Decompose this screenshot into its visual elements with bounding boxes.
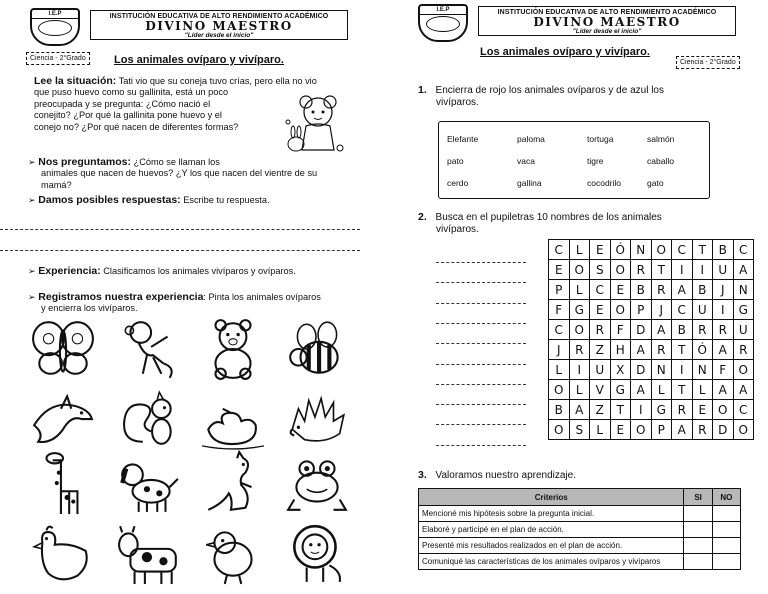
teddy-bear-icon[interactable] bbox=[200, 316, 266, 382]
word-search-row bbox=[549, 380, 754, 400]
questions-line: mamá? bbox=[41, 179, 72, 190]
animal-word[interactable]: caballo bbox=[647, 156, 674, 166]
word-search-cell[interactable]: C bbox=[549, 320, 570, 340]
word-search-cell[interactable]: E bbox=[610, 280, 631, 300]
word-search-grid bbox=[548, 239, 754, 440]
word-search-row bbox=[549, 420, 754, 440]
word-search-cell[interactable]: A bbox=[631, 340, 652, 360]
word-search-row bbox=[549, 280, 754, 300]
word-search-row bbox=[549, 400, 754, 420]
word-search-cell[interactable]: D bbox=[713, 420, 734, 440]
school-name: DIVINO MAESTRO bbox=[533, 15, 681, 29]
word-search-cell[interactable]: I bbox=[713, 300, 734, 320]
answer-blank[interactable] bbox=[436, 364, 526, 365]
right-worksheet-page bbox=[398, 0, 768, 594]
criteria-row bbox=[419, 522, 741, 538]
animal-word[interactable]: Elefante bbox=[447, 134, 479, 144]
word-search-cell[interactable]: A bbox=[713, 380, 734, 400]
school-line: INSTITUCIÓN EDUCATIVA DE ALTO RENDIMIENTO ACADÉMICO bbox=[109, 13, 329, 20]
word-search-cell[interactable]: R bbox=[692, 320, 713, 340]
word-search-cell[interactable]: O bbox=[549, 420, 570, 440]
word-search-cell[interactable]: N bbox=[692, 360, 713, 380]
questions-line: ¿Cómo se llaman los bbox=[133, 157, 220, 167]
word-search-cell[interactable]: B bbox=[692, 280, 713, 300]
question-number: 2. bbox=[418, 211, 427, 223]
question-2 bbox=[418, 211, 763, 236]
answer-blank[interactable] bbox=[436, 323, 526, 324]
word-search-cell[interactable]: J bbox=[713, 280, 734, 300]
register-text: : Pinta los animales ovíparos bbox=[203, 292, 321, 302]
answer-blank[interactable] bbox=[436, 262, 526, 263]
word-search-cell[interactable]: S bbox=[569, 420, 590, 440]
word-search-cell[interactable]: B bbox=[713, 240, 734, 260]
word-search-cell[interactable]: A bbox=[631, 380, 652, 400]
word-search-row bbox=[549, 300, 754, 320]
animal-word[interactable]: vaca bbox=[517, 156, 535, 166]
word-search-cell[interactable]: C bbox=[733, 240, 754, 260]
hen-icon[interactable] bbox=[30, 520, 96, 586]
word-search-cell[interactable]: C bbox=[733, 400, 754, 420]
word-search-cell[interactable]: R bbox=[733, 340, 754, 360]
word-search-cell[interactable]: A bbox=[672, 280, 693, 300]
word-search-cell[interactable]: C bbox=[672, 240, 693, 260]
criteria-text: Mencioné mis hipótesis sobre la pregunta inicial. bbox=[419, 506, 684, 522]
word-search-cell[interactable]: F bbox=[713, 360, 734, 380]
word-search-row bbox=[549, 340, 754, 360]
answer-blank[interactable] bbox=[436, 282, 526, 283]
animal-word[interactable]: cocodrilo bbox=[587, 178, 622, 188]
experience-label: Experiencia: bbox=[38, 265, 101, 277]
word-search-cell[interactable]: L bbox=[569, 280, 590, 300]
word-search-cell[interactable]: R bbox=[651, 280, 672, 300]
word-search-cell[interactable]: G bbox=[610, 380, 631, 400]
answers-label: Damos posibles respuestas: bbox=[38, 194, 181, 206]
criteria-row bbox=[419, 506, 741, 522]
school-motto: "Líder desde el inicio" bbox=[572, 28, 642, 35]
word-search-cell[interactable]: U bbox=[692, 300, 713, 320]
question-text: vivíparos. bbox=[436, 97, 479, 108]
situation-line: conejito? ¿Por qué la gallinita pone huevo y el bbox=[34, 110, 222, 121]
animal-word[interactable]: salmón bbox=[647, 134, 675, 144]
word-search-cell[interactable]: E bbox=[549, 260, 570, 280]
situation-label: Lee la situación: bbox=[34, 75, 117, 87]
word-search-row bbox=[549, 260, 754, 280]
word-search-cell[interactable]: U bbox=[733, 320, 754, 340]
animal-word[interactable]: gallina bbox=[517, 178, 542, 188]
criteria-row bbox=[419, 538, 741, 554]
criteria-table bbox=[418, 488, 741, 570]
yes-checkbox[interactable] bbox=[684, 554, 712, 570]
answer-blank[interactable] bbox=[436, 343, 526, 344]
word-search-cell[interactable]: T bbox=[672, 340, 693, 360]
girl-with-rabbit-icon bbox=[284, 92, 346, 158]
situation-line: que puso huevo como su gallinita, está un poco bbox=[34, 87, 229, 98]
word-search-cell[interactable]: O bbox=[733, 420, 754, 440]
word-search-cell[interactable]: E bbox=[610, 420, 631, 440]
word-search-row bbox=[549, 360, 754, 380]
word-search-cell[interactable]: U bbox=[590, 360, 611, 380]
register-text: y encierra los vivíparos. bbox=[41, 303, 138, 314]
word-search-cell[interactable]: L bbox=[549, 360, 570, 380]
word-search-cell[interactable]: Z bbox=[590, 400, 611, 420]
criteria-text: Comuniqué las características de los animales ovíparos y vivíparos bbox=[419, 554, 684, 570]
school-line: INSTITUCIÓN EDUCATIVA DE ALTO RENDIMIENTO ACADÉMICO bbox=[497, 9, 717, 16]
word-search-cell[interactable]: B bbox=[672, 320, 693, 340]
word-search-cell[interactable]: H bbox=[610, 340, 631, 360]
bee-icon[interactable] bbox=[284, 316, 350, 382]
question-number: 3. bbox=[418, 469, 427, 481]
questions-label: Nos preguntamos: bbox=[38, 156, 132, 168]
word-search-cell[interactable]: T bbox=[610, 400, 631, 420]
word-search-cell[interactable]: G bbox=[651, 400, 672, 420]
no-checkbox[interactable] bbox=[712, 506, 740, 522]
school-motto: "Líder desde el inicio" bbox=[184, 32, 254, 39]
word-search-cell[interactable]: L bbox=[651, 380, 672, 400]
chick-icon[interactable] bbox=[200, 520, 266, 586]
word-search-cell[interactable]: R bbox=[713, 320, 734, 340]
word-search-cell[interactable]: J bbox=[651, 300, 672, 320]
situation-line: preocupada y se pregunta: ¿Cómo nació el bbox=[34, 98, 211, 109]
page-title: Los animales ovíparo y vivíparo. bbox=[114, 54, 284, 66]
word-search-cell[interactable]: E bbox=[692, 400, 713, 420]
word-search-cell[interactable]: A bbox=[672, 420, 693, 440]
answer-blank[interactable] bbox=[436, 424, 526, 425]
word-search-cell[interactable]: O bbox=[713, 400, 734, 420]
no-checkbox[interactable] bbox=[712, 522, 740, 538]
criteria-header-row bbox=[419, 489, 741, 506]
dolphin-icon[interactable] bbox=[30, 384, 96, 450]
answer-blank[interactable] bbox=[436, 384, 526, 385]
butterfly-icon[interactable] bbox=[30, 316, 96, 382]
word-search-cell[interactable]: U bbox=[713, 260, 734, 280]
no-checkbox[interactable] bbox=[712, 538, 740, 554]
frog-icon[interactable] bbox=[284, 450, 350, 516]
animal-word[interactable]: tigre bbox=[587, 156, 604, 166]
cow-icon[interactable] bbox=[116, 520, 182, 586]
word-search-cell[interactable]: R bbox=[569, 340, 590, 360]
lion-icon[interactable] bbox=[284, 520, 350, 586]
word-search-cell[interactable]: A bbox=[733, 380, 754, 400]
question-3 bbox=[418, 470, 576, 481]
register-block: ➢ Registramos nuestra experiencia: Pinta los animales ovíparos y encierra los vivíparos. bbox=[28, 291, 321, 314]
no-header: NO bbox=[712, 489, 740, 506]
word-search-row bbox=[549, 240, 754, 260]
question-text: Encierra de rojo los animales ovíparos y de azul los bbox=[435, 85, 664, 96]
word-search-cell[interactable]: O bbox=[651, 240, 672, 260]
answer-blank[interactable] bbox=[436, 303, 526, 304]
word-search-cell[interactable]: P bbox=[631, 300, 652, 320]
duck-icon[interactable] bbox=[200, 384, 266, 450]
register-label: Registramos nuestra experiencia bbox=[38, 291, 204, 303]
dog-icon[interactable] bbox=[116, 450, 182, 516]
animal-word[interactable]: gato bbox=[647, 178, 664, 188]
criteria-text: Elaboré y participé en el plan de acción. bbox=[419, 522, 684, 538]
animal-word[interactable]: pato bbox=[447, 156, 464, 166]
animal-words-box bbox=[438, 121, 710, 199]
word-search-cell[interactable]: D bbox=[631, 360, 652, 380]
no-checkbox[interactable] bbox=[712, 554, 740, 570]
word-search-cell[interactable]: B bbox=[631, 280, 652, 300]
answer-blank[interactable] bbox=[436, 404, 526, 405]
word-search-cell[interactable]: L bbox=[569, 380, 590, 400]
word-search-cell[interactable]: E bbox=[590, 240, 611, 260]
kangaroo-icon[interactable] bbox=[200, 450, 266, 516]
word-search-cell[interactable]: A bbox=[733, 260, 754, 280]
situation-line: Tati vio que su coneja tuvo crías, pero ella no vio bbox=[118, 76, 317, 86]
question-text: vivíparos. bbox=[436, 224, 479, 235]
question-text: Valoramos nuestro aprendizaje. bbox=[435, 470, 576, 481]
giraffe-icon[interactable] bbox=[30, 450, 96, 516]
hedgehog-icon[interactable] bbox=[284, 384, 350, 450]
yes-checkbox[interactable] bbox=[684, 506, 712, 522]
answer-line[interactable] bbox=[0, 250, 360, 251]
yes-checkbox[interactable] bbox=[684, 538, 712, 554]
word-search-cell[interactable]: Ó bbox=[692, 340, 713, 360]
word-search-cell[interactable]: C bbox=[549, 240, 570, 260]
criteria-row bbox=[419, 554, 741, 570]
question-number: 1. bbox=[418, 84, 427, 96]
question-1 bbox=[418, 84, 763, 109]
word-search-cell[interactable]: A bbox=[569, 400, 590, 420]
word-search-cell[interactable]: F bbox=[610, 320, 631, 340]
school-name: DIVINO MAESTRO bbox=[145, 19, 293, 33]
word-search-cell[interactable]: N bbox=[631, 240, 652, 260]
word-search-cell[interactable]: A bbox=[713, 340, 734, 360]
word-search-cell[interactable]: N bbox=[733, 280, 754, 300]
answers-prompt: ➢ Damos posibles respuestas: Escribe tu respuesta. bbox=[28, 194, 270, 206]
word-search-cell[interactable]: P bbox=[549, 280, 570, 300]
word-search-cell[interactable]: E bbox=[590, 300, 611, 320]
word-search-cell[interactable]: C bbox=[672, 300, 693, 320]
animal-word[interactable]: tortuga bbox=[587, 134, 614, 144]
word-search-cell[interactable]: O bbox=[631, 420, 652, 440]
word-search-cell[interactable]: V bbox=[590, 380, 611, 400]
school-header bbox=[414, 2, 736, 46]
word-search-cell[interactable]: G bbox=[569, 300, 590, 320]
word-search-cell[interactable]: T bbox=[672, 380, 693, 400]
school-header bbox=[26, 6, 348, 50]
word-search-cell[interactable]: L bbox=[569, 240, 590, 260]
word-search-cell[interactable]: L bbox=[692, 380, 713, 400]
question-text: Busca en el pupiletras 10 nombres de los animales bbox=[435, 212, 662, 223]
word-search-cell[interactable]: I bbox=[569, 360, 590, 380]
word-search-cell[interactable]: N bbox=[651, 360, 672, 380]
word-search-cell[interactable]: O bbox=[733, 360, 754, 380]
word-search-cell[interactable]: C bbox=[590, 280, 611, 300]
answers-text: Escribe tu respuesta. bbox=[183, 195, 270, 205]
word-search-cell[interactable]: I bbox=[672, 260, 693, 280]
word-search-cell[interactable]: B bbox=[549, 400, 570, 420]
word-search-cell[interactable]: O bbox=[610, 300, 631, 320]
grade-tag: Ciencia - 2°Grado bbox=[676, 56, 740, 69]
word-search-cell[interactable]: X bbox=[610, 360, 631, 380]
word-search-cell[interactable]: F bbox=[549, 300, 570, 320]
squirrel-icon[interactable] bbox=[116, 384, 182, 450]
monkey-icon[interactable] bbox=[116, 316, 182, 382]
word-search-cell[interactable]: I bbox=[672, 360, 693, 380]
word-search-cell[interactable]: R bbox=[590, 320, 611, 340]
school-title-box bbox=[90, 10, 348, 40]
situation-line: conejo no? ¿Por qué nacen de diferentes formas? bbox=[34, 121, 239, 132]
word-search-cell[interactable]: R bbox=[631, 260, 652, 280]
word-search-cell[interactable]: P bbox=[651, 420, 672, 440]
experience-line: ➢ Experiencia: Clasificamos los animales vivíparos y ovíparos. bbox=[28, 265, 296, 277]
word-search-cell[interactable]: T bbox=[651, 260, 672, 280]
answer-line[interactable] bbox=[0, 229, 360, 230]
word-search-cell[interactable]: T bbox=[692, 240, 713, 260]
word-search-cell[interactable]: O bbox=[569, 320, 590, 340]
grade-tag: Ciencia - 2°Grado bbox=[26, 52, 90, 65]
word-search-cell[interactable]: Ó bbox=[610, 240, 631, 260]
criteria-header: Criterios bbox=[419, 489, 684, 506]
yes-header: SI bbox=[684, 489, 712, 506]
word-search-cell[interactable]: I bbox=[692, 260, 713, 280]
word-search-cell[interactable]: S bbox=[590, 260, 611, 280]
animal-word[interactable]: paloma bbox=[517, 134, 545, 144]
school-title-box bbox=[478, 6, 736, 36]
word-search-cell[interactable]: R bbox=[651, 340, 672, 360]
school-seal-icon: I.E.P bbox=[26, 6, 84, 46]
word-search-cell[interactable]: R bbox=[672, 400, 693, 420]
word-search-cell[interactable]: L bbox=[590, 420, 611, 440]
answer-blank[interactable] bbox=[436, 445, 526, 446]
criteria-text: Presenté mis resultados realizados en el plan de acción. bbox=[419, 538, 684, 554]
questions-block: ➢ Nos preguntamos: ¿Cómo se llaman los animales que nacen de huevos? ¿Y los que nacen del vientre de su mamá? bbox=[28, 156, 318, 190]
word-search-cell[interactable]: I bbox=[631, 400, 652, 420]
word-search-cell[interactable]: Z bbox=[590, 340, 611, 360]
word-search-cell[interactable]: D bbox=[631, 320, 652, 340]
word-search-cell[interactable]: R bbox=[692, 420, 713, 440]
animal-word[interactable]: cerdo bbox=[447, 178, 469, 188]
yes-checkbox[interactable] bbox=[684, 522, 712, 538]
experience-text: Clasificamos los animales vivíparos y ovíparos. bbox=[103, 266, 296, 276]
word-search-cell[interactable]: O bbox=[610, 260, 631, 280]
school-seal-icon: I.E.P bbox=[414, 2, 472, 42]
word-search-cell[interactable]: O bbox=[569, 260, 590, 280]
word-search-row bbox=[549, 320, 754, 340]
word-search-cell[interactable]: J bbox=[549, 340, 570, 360]
word-search-cell[interactable]: O bbox=[549, 380, 570, 400]
word-search-cell[interactable]: G bbox=[733, 300, 754, 320]
word-search-cell[interactable]: A bbox=[651, 320, 672, 340]
page-title: Los animales ovíparo y vivíparo. bbox=[480, 46, 650, 58]
questions-line: animales que nacen de huevos? ¿Y los que nacen del vientre de su bbox=[41, 168, 318, 179]
